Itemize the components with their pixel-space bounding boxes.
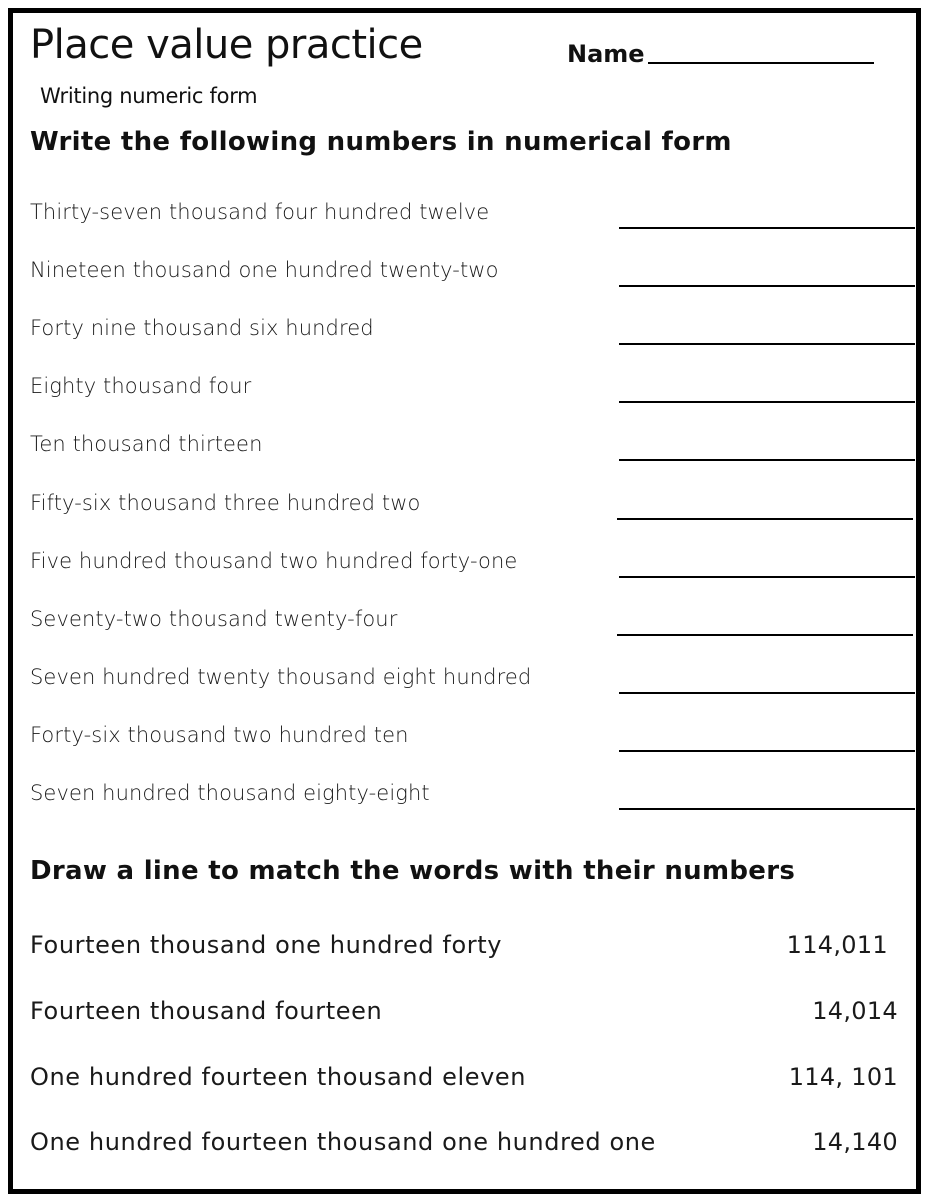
list-item xyxy=(30,432,915,472)
answer-blank[interactable] xyxy=(619,343,915,345)
list-item xyxy=(30,607,915,647)
match-row xyxy=(30,1128,898,1168)
answer-blank[interactable] xyxy=(619,750,915,752)
match-row xyxy=(30,1063,898,1103)
answer-blank[interactable] xyxy=(617,518,913,520)
list-item xyxy=(30,316,915,356)
list-item xyxy=(30,781,915,821)
answer-blank[interactable] xyxy=(619,401,915,403)
match-number[interactable]: 114,011 xyxy=(786,931,888,959)
list-item xyxy=(30,665,915,705)
name-blank-line[interactable] xyxy=(648,62,874,64)
item-words: Seven hundred twenty thousand eight hundred xyxy=(30,665,532,689)
page-subtitle: Writing numeric form xyxy=(40,84,258,108)
item-words: Fifty-six thousand three hundred two xyxy=(30,491,421,515)
list-item xyxy=(30,374,915,414)
match-number[interactable]: 114, 101 xyxy=(788,1063,898,1091)
answer-blank[interactable] xyxy=(619,576,915,578)
item-words: Forty-six thousand two hundred ten xyxy=(30,723,409,747)
match-words[interactable]: Fourteen thousand fourteen xyxy=(30,997,383,1025)
answer-blank[interactable] xyxy=(619,808,915,810)
match-words[interactable]: One hundred fourteen thousand eleven xyxy=(30,1063,527,1091)
answer-blank[interactable] xyxy=(619,227,915,229)
match-words[interactable]: Fourteen thousand one hundred forty xyxy=(30,931,503,959)
item-words: Seven hundred thousand eighty-eight xyxy=(30,781,430,805)
match-number[interactable]: 14,014 xyxy=(812,997,898,1025)
item-words: Ten thousand thirteen xyxy=(30,432,263,456)
item-words: Five hundred thousand two hundred forty-one xyxy=(30,549,518,573)
list-item xyxy=(30,491,915,531)
item-words: Thirty-seven thousand four hundred twelve xyxy=(30,200,490,224)
item-words: Seventy-two thousand twenty-four xyxy=(30,607,398,631)
answer-blank[interactable] xyxy=(617,634,913,636)
list-item xyxy=(30,549,915,589)
item-words: Nineteen thousand one hundred twenty-two xyxy=(30,258,499,282)
match-row xyxy=(30,931,898,971)
section-heading-numerical-form: Write the following numbers in numerical form xyxy=(30,127,732,157)
match-number[interactable]: 14,140 xyxy=(812,1128,898,1156)
answer-blank[interactable] xyxy=(619,285,915,287)
match-words[interactable]: One hundred fourteen thousand one hundred one xyxy=(30,1128,656,1156)
section-heading-matching: Draw a line to match the words with their numbers xyxy=(30,856,796,886)
name-field[interactable] xyxy=(567,40,874,68)
match-row xyxy=(30,997,898,1037)
name-label: Name xyxy=(567,40,645,68)
page-title: Place value practice xyxy=(30,22,423,68)
answer-blank[interactable] xyxy=(619,459,915,461)
answer-blank[interactable] xyxy=(619,692,915,694)
list-item xyxy=(30,258,915,298)
item-words: Forty nine thousand six hundred xyxy=(30,316,374,340)
item-words: Eighty thousand four xyxy=(30,374,252,398)
list-item xyxy=(30,200,915,240)
list-item xyxy=(30,723,915,763)
